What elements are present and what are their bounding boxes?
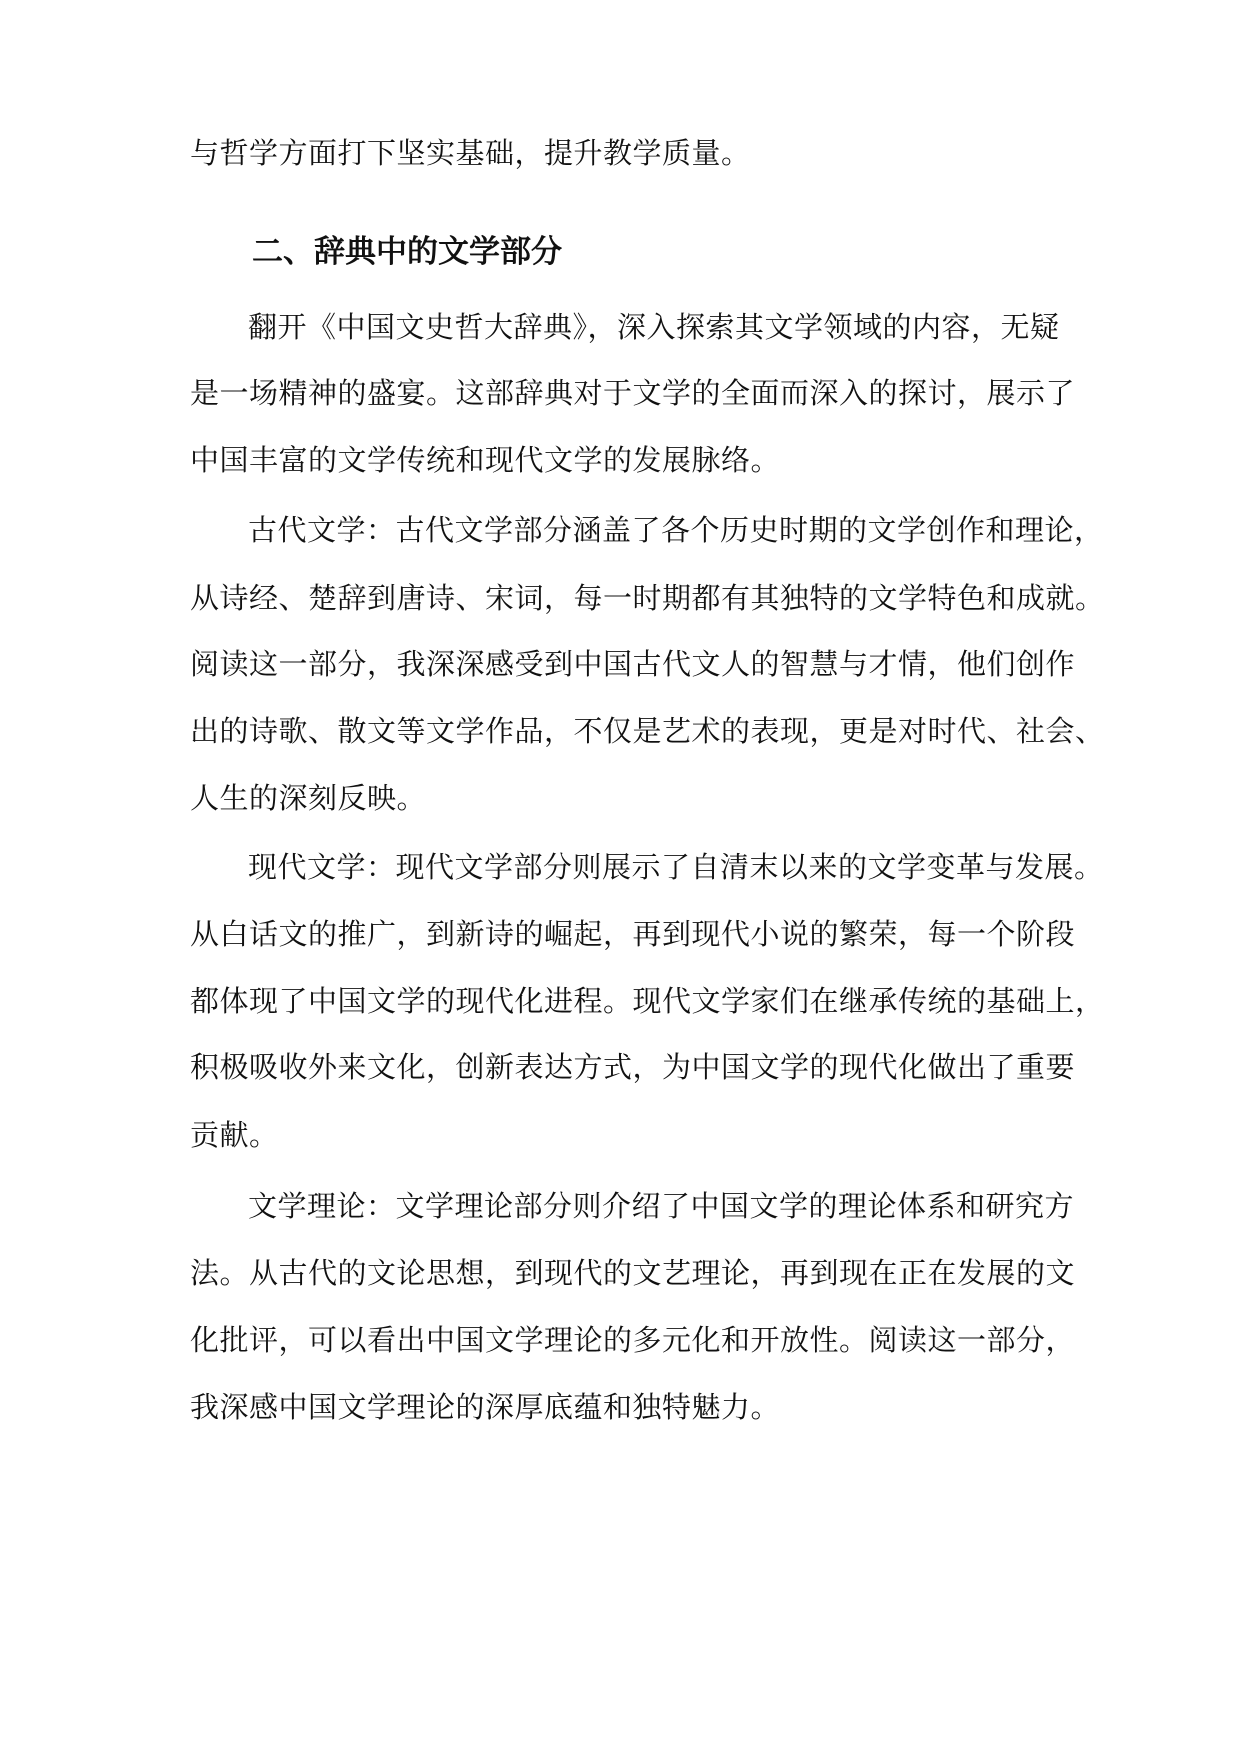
paragraph-line: 化批评，可以看出中国文学理论的多元化和开放性。阅读这一部分， — [190, 1323, 1076, 1357]
document-page — [190, 0, 1105, 1754]
paragraph-line: 出的诗歌、散文等文学作品，不仅是艺术的表现，更是对时代、社会、 — [190, 714, 1105, 748]
paragraph-line: 现代文学：现代文学部分则展示了自清末以来的文学变革与发展。 — [248, 850, 1104, 884]
paragraph-line: 贡献。 — [190, 1118, 279, 1152]
paragraph-line: 翻开《中国文史哲大辞典》，深入探索其文学领域的内容，无疑 — [248, 310, 1060, 344]
paragraph-line: 是一场精神的盛宴。这部辞典对于文学的全面而深入的探讨，展示了 — [190, 376, 1076, 410]
paragraph-line: 中国丰富的文学传统和现代文学的发展脉络。 — [190, 443, 781, 477]
paragraph-line: 积极吸收外来文化，创新表达方式，为中国文学的现代化做出了重要 — [190, 1050, 1076, 1084]
paragraph-line: 阅读这一部分，我深深感受到中国古代文人的智慧与才情，他们创作 — [190, 647, 1076, 681]
intro-tail-line: 与哲学方面打下坚实基础，提升教学质量。 — [190, 136, 751, 170]
section-heading: 二、辞典中的文学部分 — [252, 234, 562, 270]
paragraph-line: 都体现了中国文学的现代化进程。现代文学家们在继承传统的基础上， — [190, 984, 1105, 1018]
paragraph-line: 古代文学：古代文学部分涵盖了各个历史时期的文学创作和理论， — [248, 513, 1104, 547]
paragraph-line: 文学理论：文学理论部分则介绍了中国文学的理论体系和研究方 — [248, 1189, 1075, 1223]
paragraph-line: 人生的深刻反映。 — [190, 781, 427, 815]
paragraph-line: 我深感中国文学理论的深厚底蕴和独特魅力。 — [190, 1390, 781, 1424]
paragraph-line: 法。从古代的文论思想，到现代的文艺理论，再到现在正在发展的文 — [190, 1256, 1076, 1290]
paragraph-line: 从诗经、楚辞到唐诗、宋词，每一时期都有其独特的文学特色和成就。 — [190, 581, 1105, 615]
paragraph-line: 从白话文的推广，到新诗的崛起，再到现代小说的繁荣，每一个阶段 — [190, 917, 1076, 951]
